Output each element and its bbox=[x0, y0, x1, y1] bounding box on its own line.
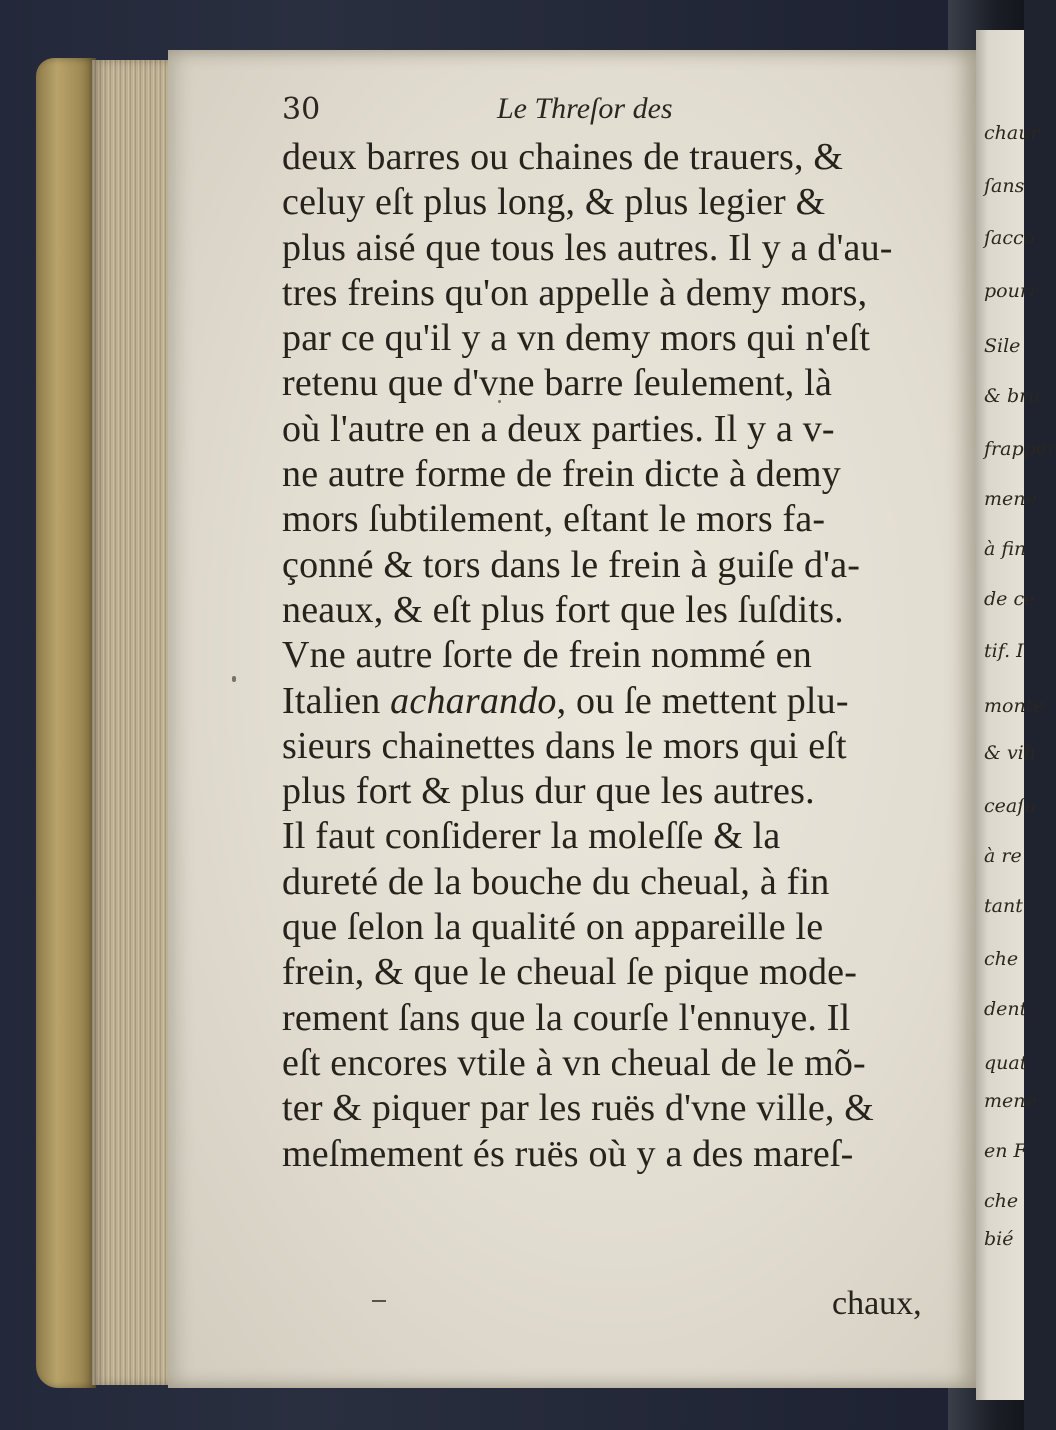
text-line: celuy eſt plus long, & plus legier & bbox=[282, 181, 826, 224]
italic-line-prefix: Italien bbox=[282, 679, 391, 722]
page-header bbox=[282, 92, 802, 132]
facing-page-text: quat bbox=[984, 1052, 1028, 1074]
paper-speck bbox=[232, 676, 236, 682]
facing-page-text: de ce bbox=[984, 588, 1036, 610]
text-line: plus fort & plus dur que les autres. bbox=[282, 770, 815, 813]
text-line: sieurs chainettes dans le mors qui eſt bbox=[282, 724, 847, 767]
facing-page-text: che bbox=[984, 948, 1019, 970]
facing-page-text: en F bbox=[984, 1140, 1027, 1162]
text-line: deux barres ou chaines de trauers, & bbox=[282, 136, 844, 178]
facing-page-text: ſans bbox=[984, 175, 1025, 197]
facing-page-text: dent bbox=[984, 998, 1028, 1020]
facing-page-text: mene bbox=[984, 1090, 1037, 1112]
facing-page-text: à fin bbox=[984, 538, 1027, 560]
facing-page-text: à re bbox=[984, 845, 1022, 867]
text-line: çonné & tors dans le frein à guiſe d'a- bbox=[282, 543, 861, 586]
facing-page-text: pourr bbox=[984, 280, 1039, 302]
facing-page-text: mene bbox=[984, 488, 1037, 510]
text-line: rement ſans que la courſe l'ennuye. Il bbox=[282, 996, 851, 1039]
page-block-edges bbox=[92, 60, 172, 1385]
text-line: ter & piquer par les ruës d'vne ville, & bbox=[282, 1087, 875, 1130]
page-number: 30 bbox=[282, 92, 321, 127]
text-line: mors ſubtilement, eſtant le mors fa- bbox=[282, 498, 826, 541]
italic-line-suffix: , ou ſe mettent plu- bbox=[556, 679, 849, 722]
facing-page-text: chaur bbox=[984, 122, 1040, 144]
facing-page-text: frapper bbox=[984, 438, 1056, 460]
facing-page-text: tant bbox=[984, 895, 1023, 917]
text-line: eſt encores vtile à vn cheual de le mõ- bbox=[282, 1041, 866, 1084]
facing-page-text: tif. I bbox=[984, 640, 1024, 662]
signature-dash bbox=[372, 1300, 386, 1302]
text-line: tres freins qu'on appelle à demy mors, bbox=[282, 271, 868, 314]
facing-page-text: & bru bbox=[984, 385, 1041, 407]
catchword: chaux, bbox=[832, 1285, 922, 1322]
facing-page-text: & vih bbox=[984, 742, 1036, 764]
text-line: Il faut conſiderer la moleſſe & la bbox=[282, 815, 781, 858]
text-line: dureté de la bouche du cheual, à fin bbox=[282, 860, 830, 903]
text-line: Vne autre ſorte de frein nommé en bbox=[282, 634, 812, 677]
text-line: où l'autre en a deux parties. Il y a v- bbox=[282, 407, 835, 450]
facing-page-text: ceaſu bbox=[984, 795, 1037, 817]
facing-page-strip bbox=[976, 30, 1056, 1400]
text-line: retenu que d'vne barre ſeulement, là bbox=[282, 362, 833, 405]
facing-page-text: ſacco bbox=[984, 227, 1036, 249]
text-line: neaux, & eſt plus fort que les ſuſdits. bbox=[282, 588, 844, 631]
text-line: plus aisé que tous les autres. Il y a d'au- bbox=[282, 226, 893, 269]
facing-page-text: monte bbox=[984, 695, 1045, 717]
body-text bbox=[282, 135, 962, 1177]
facing-page-text: Sile bbox=[984, 335, 1021, 357]
text-line: ne autre forme de frein dicte à demy bbox=[282, 453, 841, 496]
text-line-italic bbox=[282, 679, 962, 724]
text-line: meſmement és ruës où y a des mareſ- bbox=[282, 1132, 854, 1175]
facing-page-text: bié bbox=[984, 1228, 1014, 1250]
text-line: par ce qu'il y a vn demy mors qui n'eſt bbox=[282, 317, 871, 360]
italic-word: acharando bbox=[390, 679, 557, 722]
text-line: que ſelon la qualité on appareille le bbox=[282, 906, 824, 949]
text-line: frein, & que le cheual ſe pique mode- bbox=[282, 951, 858, 994]
running-head: Le Threſor des bbox=[497, 92, 673, 125]
facing-page-text: che bbox=[984, 1190, 1019, 1212]
book-cover-edge bbox=[36, 58, 96, 1388]
